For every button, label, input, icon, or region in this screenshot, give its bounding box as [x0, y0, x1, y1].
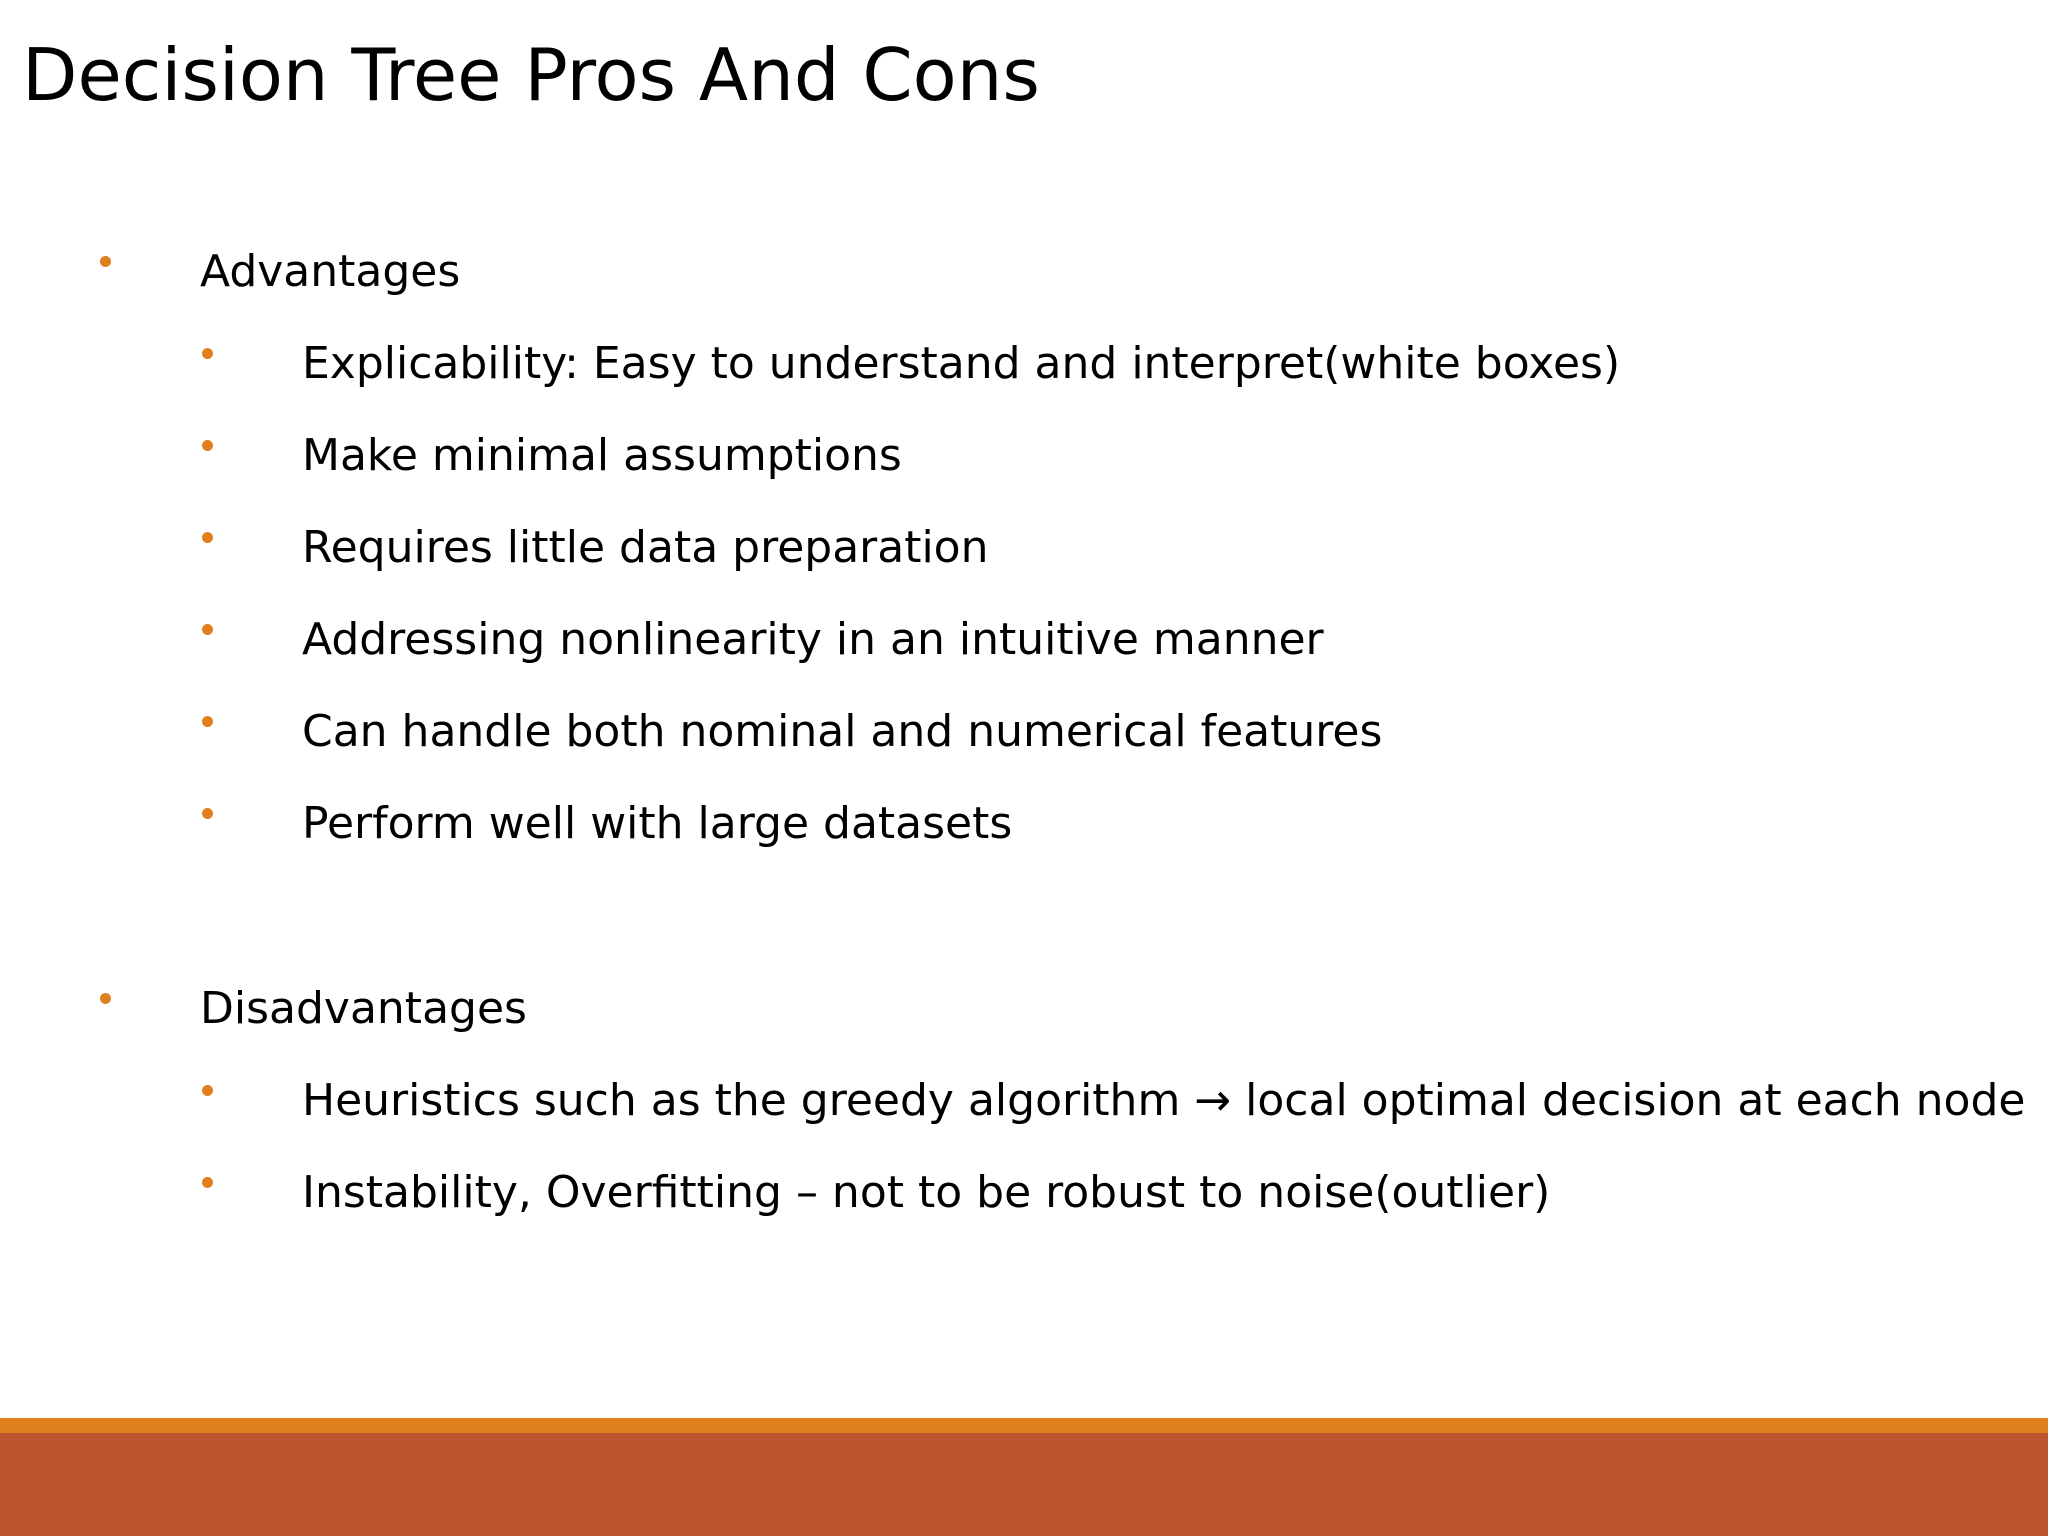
footer-accent-stripe	[0, 1418, 2048, 1433]
advantage-text: Can handle both nominal and numerical features	[302, 706, 1383, 757]
advantage-text: Make minimal assumptions	[302, 430, 902, 481]
footer-band	[0, 1433, 2048, 1536]
bullet-icon	[202, 532, 213, 543]
bullet-icon	[202, 716, 213, 727]
bullet-icon	[202, 1177, 213, 1188]
bullet-icon	[202, 348, 213, 359]
bullet-icon	[202, 440, 213, 451]
bullet-icon	[100, 993, 111, 1004]
advantage-text: Requires little data preparation	[302, 522, 989, 573]
bullet-icon	[202, 1085, 213, 1096]
advantage-text: Perform well with large datasets	[302, 798, 1013, 849]
bullet-icon	[100, 256, 111, 267]
disadvantage-text: Instability, Overfitting – not to be robust to noise(outlier)	[302, 1167, 1551, 1218]
disadvantage-text: Heuristics such as the greedy algorithm → local optimal decision at each node	[302, 1075, 2026, 1126]
section-heading-disadvantages: Disadvantages	[200, 983, 527, 1034]
section-heading-advantages: Advantages	[200, 246, 461, 297]
bullet-icon	[202, 808, 213, 819]
bullet-icon	[202, 624, 213, 635]
advantage-text: Addressing nonlinearity in an intuitive manner	[302, 614, 1324, 665]
advantage-text: Explicability: Easy to understand and interpret(white boxes)	[302, 338, 1621, 389]
slide-title: Decision Tree Pros And Cons	[22, 33, 1040, 117]
